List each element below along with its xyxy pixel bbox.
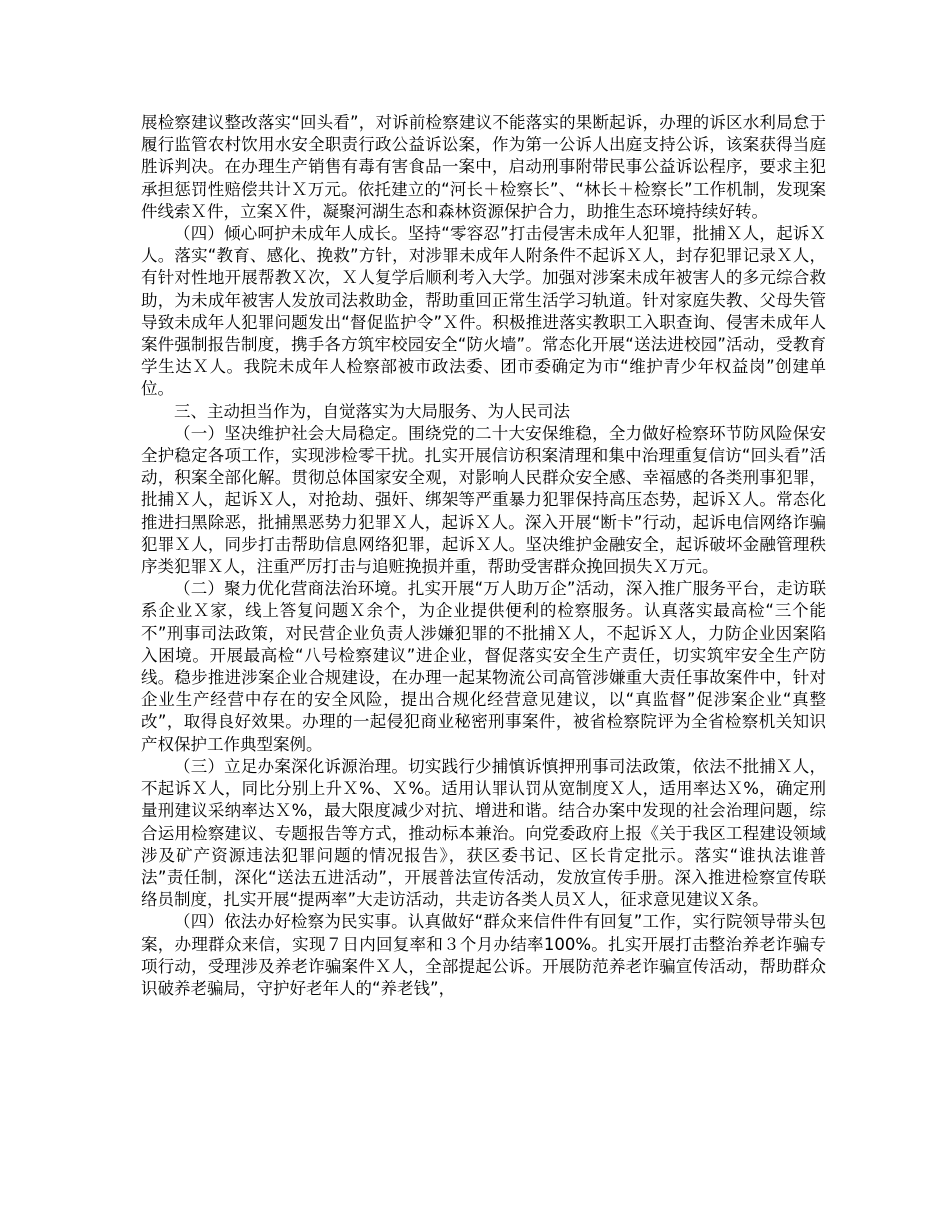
paragraph-minor-protection: （四）倾心呵护未成年人成长。坚持“零容忍”打击侵害未成年人犯罪，批捕Ｘ人，起诉Ｘ人。落实“教育、感化、挽救”方针，对涉罪未成年人附条件不起诉Ｘ人，封存犯罪记录Ｘ人，有针对性地开展帮教Ｘ次，Ｘ人复学后顺利考入大学。加强对涉案未成年被害人的多元综合救助，为未成年被害人发放司法救助金，帮助重回正常生活学习轨道。针对家庭失教、父母失管导致未成年人犯罪问题发出“督促监护令”Ｘ件。积极推进落实教职工入职查询、侵害未成年人案件强制报告制度，携手各方筑牢校园安全“防火墙”。常态化开展“送法进校园”活动，受教育学生达Ｘ人。我院未成年人检察部被市政法委、团市委确定为市“维护青少年权益岗”创建单位。 xyxy=(141,224,826,399)
paragraph-practical-matters-for-people: （四）依法办好检察为民实事。认真做好“群众来信件件有回复”工作，实行院领导带头包案，办理群众来信，实现７日内回复率和３个月办结率100%。扎实开展打击整治养老诈骗专项行动，受理涉及养老诈骗案件Ｘ人，全部提起公诉。开展防范养老诈骗宣传活动，帮助群众识破养老骗局，守护好老年人的“养老钱”， xyxy=(141,912,826,998)
section-heading-serve-overall-situation: 三、主动担当作为，自觉落实为大局服务、为人民司法 xyxy=(174,401,570,421)
document-body xyxy=(141,112,826,1000)
paragraph-continued-public-interest-litigation: 展检察建议整改落实“回头看”，对诉前检察建议不能落实的果断起诉，办理的诉区水利局怠于履行监管农村饮用水安全职责行政公益诉讼案，作为第一公诉人出庭支持公诉，该案获得当庭胜诉判决。在办理生产销售有毒有害食品一案中，启动刑事附带民事公益诉讼程序，要求主犯承担惩罚性赔偿共计Ｘ万元。依托建立的“河长＋检察长”、“林长＋检察长”工作机制，发现案件线索Ｘ件，立案Ｘ件，凝聚河湖生态和森林资源保护合力，助推生态环境持续好转。 xyxy=(141,113,826,221)
paragraph-source-governance: （三）立足办案深化诉源治理。切实践行少捕慎诉慎押刑事司法政策，依法不批捕Ｘ人，不起诉Ｘ人，同比分别上升Ｘ%、Ｘ%。适用认罪认罚从宽制度Ｘ人，适用率达Ｘ%，确定刑量刑建议采纳率达Ｘ%，最大限度减少对抗、增进和谐。结合办案中发现的社会治理问题，综合运用检察建议、专题报告等方式，推动标本兼治。向党委政府上报《关于我区工程建设领域涉及矿产资源违法犯罪问题的情况报告》，获区委书记、区长肯定批示。落实“谁执法谁普法”责任制，深化“送法五进活动”，开展普法宣传活动，发放宣传手册。深入推进检察宣传联络员制度，扎实开展“提两率”大走访活动，共走访各类人员Ｘ人，征求意见建议Ｘ条。 xyxy=(141,756,826,910)
paragraph-business-environment: （二）聚力优化营商法治环境。扎实开展“万人助万企”活动，深入推广服务平台，走访联系企业Ｘ家，线上答复问题Ｘ余个，为企业提供便利的检察服务。认真落实最高检“三个能不”刑事司法政策，对民营企业负责人涉嫌犯罪的不批捕Ｘ人，不起诉Ｘ人，力防企业因案陷入困境。开展最高检“八号检察建议”进企业，督促落实安全生产责任，切实筑牢安全生产防线。稳步推进涉案企业合规建设，在办理一起某物流公司高管涉嫌重大责任事故案件中，针对企业生产经营中存在的安全风险，提出合规化经营意见建议，以“真监督”促涉案企业“真整改”，取得良好效果。办理的一起侵犯商业秘密刑事案件，被省检察院评为全省检察机关知识产权保护工作典型案例。 xyxy=(141,579,826,754)
paragraph-social-stability: （一）坚决维护社会大局稳定。围绕党的二十大安保维稳，全力做好检察环节防风险保安全护稳定各项工作，实现涉检零干扰。扎实开展信访积案清理和集中治理重复信访“回头看”活动，积案全部化解。贯彻总体国家安全观，对影响人民群众安全感、幸福感的各类刑事犯罪，批捕Ｘ人，起诉Ｘ人，对抢劫、强奸、绑架等严重暴力犯罪保持高压态势，起诉Ｘ人。常态化推进扫黑除恶，批捕黑恶势力犯罪Ｘ人，起诉Ｘ人。深入开展“断卡”行动，起诉电信网络诈骗犯罪Ｘ人，同步打击帮助信息网络犯罪，起诉Ｘ人。坚决维护金融安全，起诉破坏金融管理秩序类犯罪Ｘ人，注重严厉打击与追赃挽损并重，帮助受害群众挽回损失Ｘ万元。 xyxy=(141,423,826,577)
